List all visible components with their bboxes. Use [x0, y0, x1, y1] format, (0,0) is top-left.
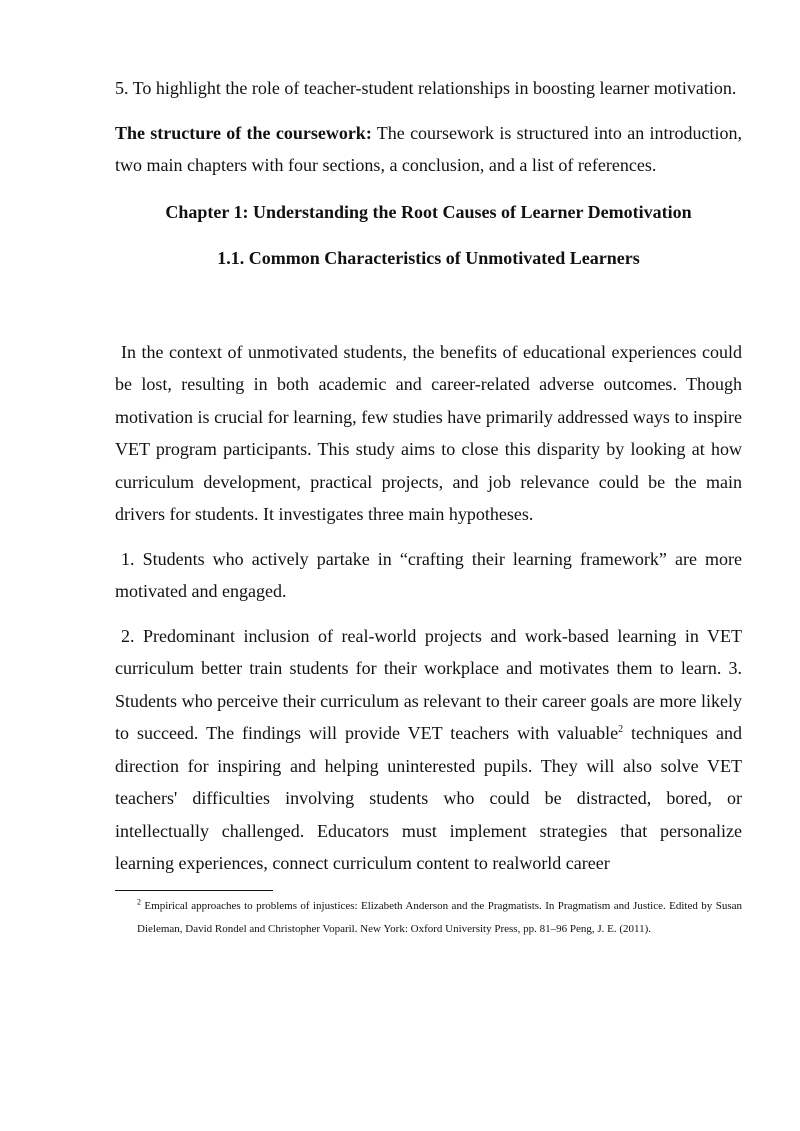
- hypothesis-1-paragraph: 1. Students who actively partake in “crafting their learning framework” are more motivated and engaged.: [115, 548, 742, 601]
- intro-paragraph: In the context of unmotivated students, the benefits of educational experiences could be lost, resulting in both academic and career-related adverse outcomes. Though motivation is crucial for learning, few studies have primarily addressed ways to inspire VET program participants. This study aims to close this disparity by looking at how curriculum development, practical projects, and job relevance could be the main drivers for students. It investigates three main hypotheses.: [115, 341, 742, 524]
- footnote-reference[interactable]: 2: [618, 724, 624, 735]
- section-heading: 1.1. Common Characteristics of Unmotivated Learners: [217, 247, 640, 268]
- hypothesis-2-text-end: techniques and direction for inspiring and helping uninterested pupils. They will also solve VET teachers' difficulties involving students who could be distracted, bored, or intellectually challenged. Educators must implement strategies that personalize learning experiences, connect curriculum content to realworld career: [115, 723, 742, 873]
- structure-text: The coursework is structured into an introduction, two main chapters with four sections, a conclusion, and a list of references.: [115, 122, 742, 175]
- footnote-divider: [115, 890, 273, 891]
- footnote: [115, 895, 742, 941]
- objective-5-paragraph: 5. To highlight the role of teacher-student relationships in boosting learner motivation.: [115, 78, 737, 98]
- footnote-marker: 2: [137, 896, 141, 906]
- document-page: [115, 72, 742, 941]
- hypothesis-2-text-start: 2. Predominant inclusion of real-world projects and work-based learning in VET curriculum better train students for their workplace and motivates them to learn. 3. Students who perceive their curriculum as relevant to their career goals are more likely to succeed. The findings will provide VET teachers with valuable: [115, 625, 742, 743]
- structure-paragraph: [115, 117, 742, 182]
- structure-label: The structure of the coursework:: [115, 122, 372, 143]
- chapter-heading: Chapter 1: Understanding the Root Causes of Learner Demotivation: [165, 201, 692, 222]
- hypothesis-2-paragraph: [115, 620, 742, 880]
- footnote-text: Empirical approaches to problems of injustices: Elizabeth Anderson and the Pragmatists. In Pragmatism and Justice. Edited by Susan Dieleman, David Rondel and Christopher Voparil. New York: Oxford University Press, pp. 81–96 Peng, J. E. (2011).: [137, 899, 742, 935]
